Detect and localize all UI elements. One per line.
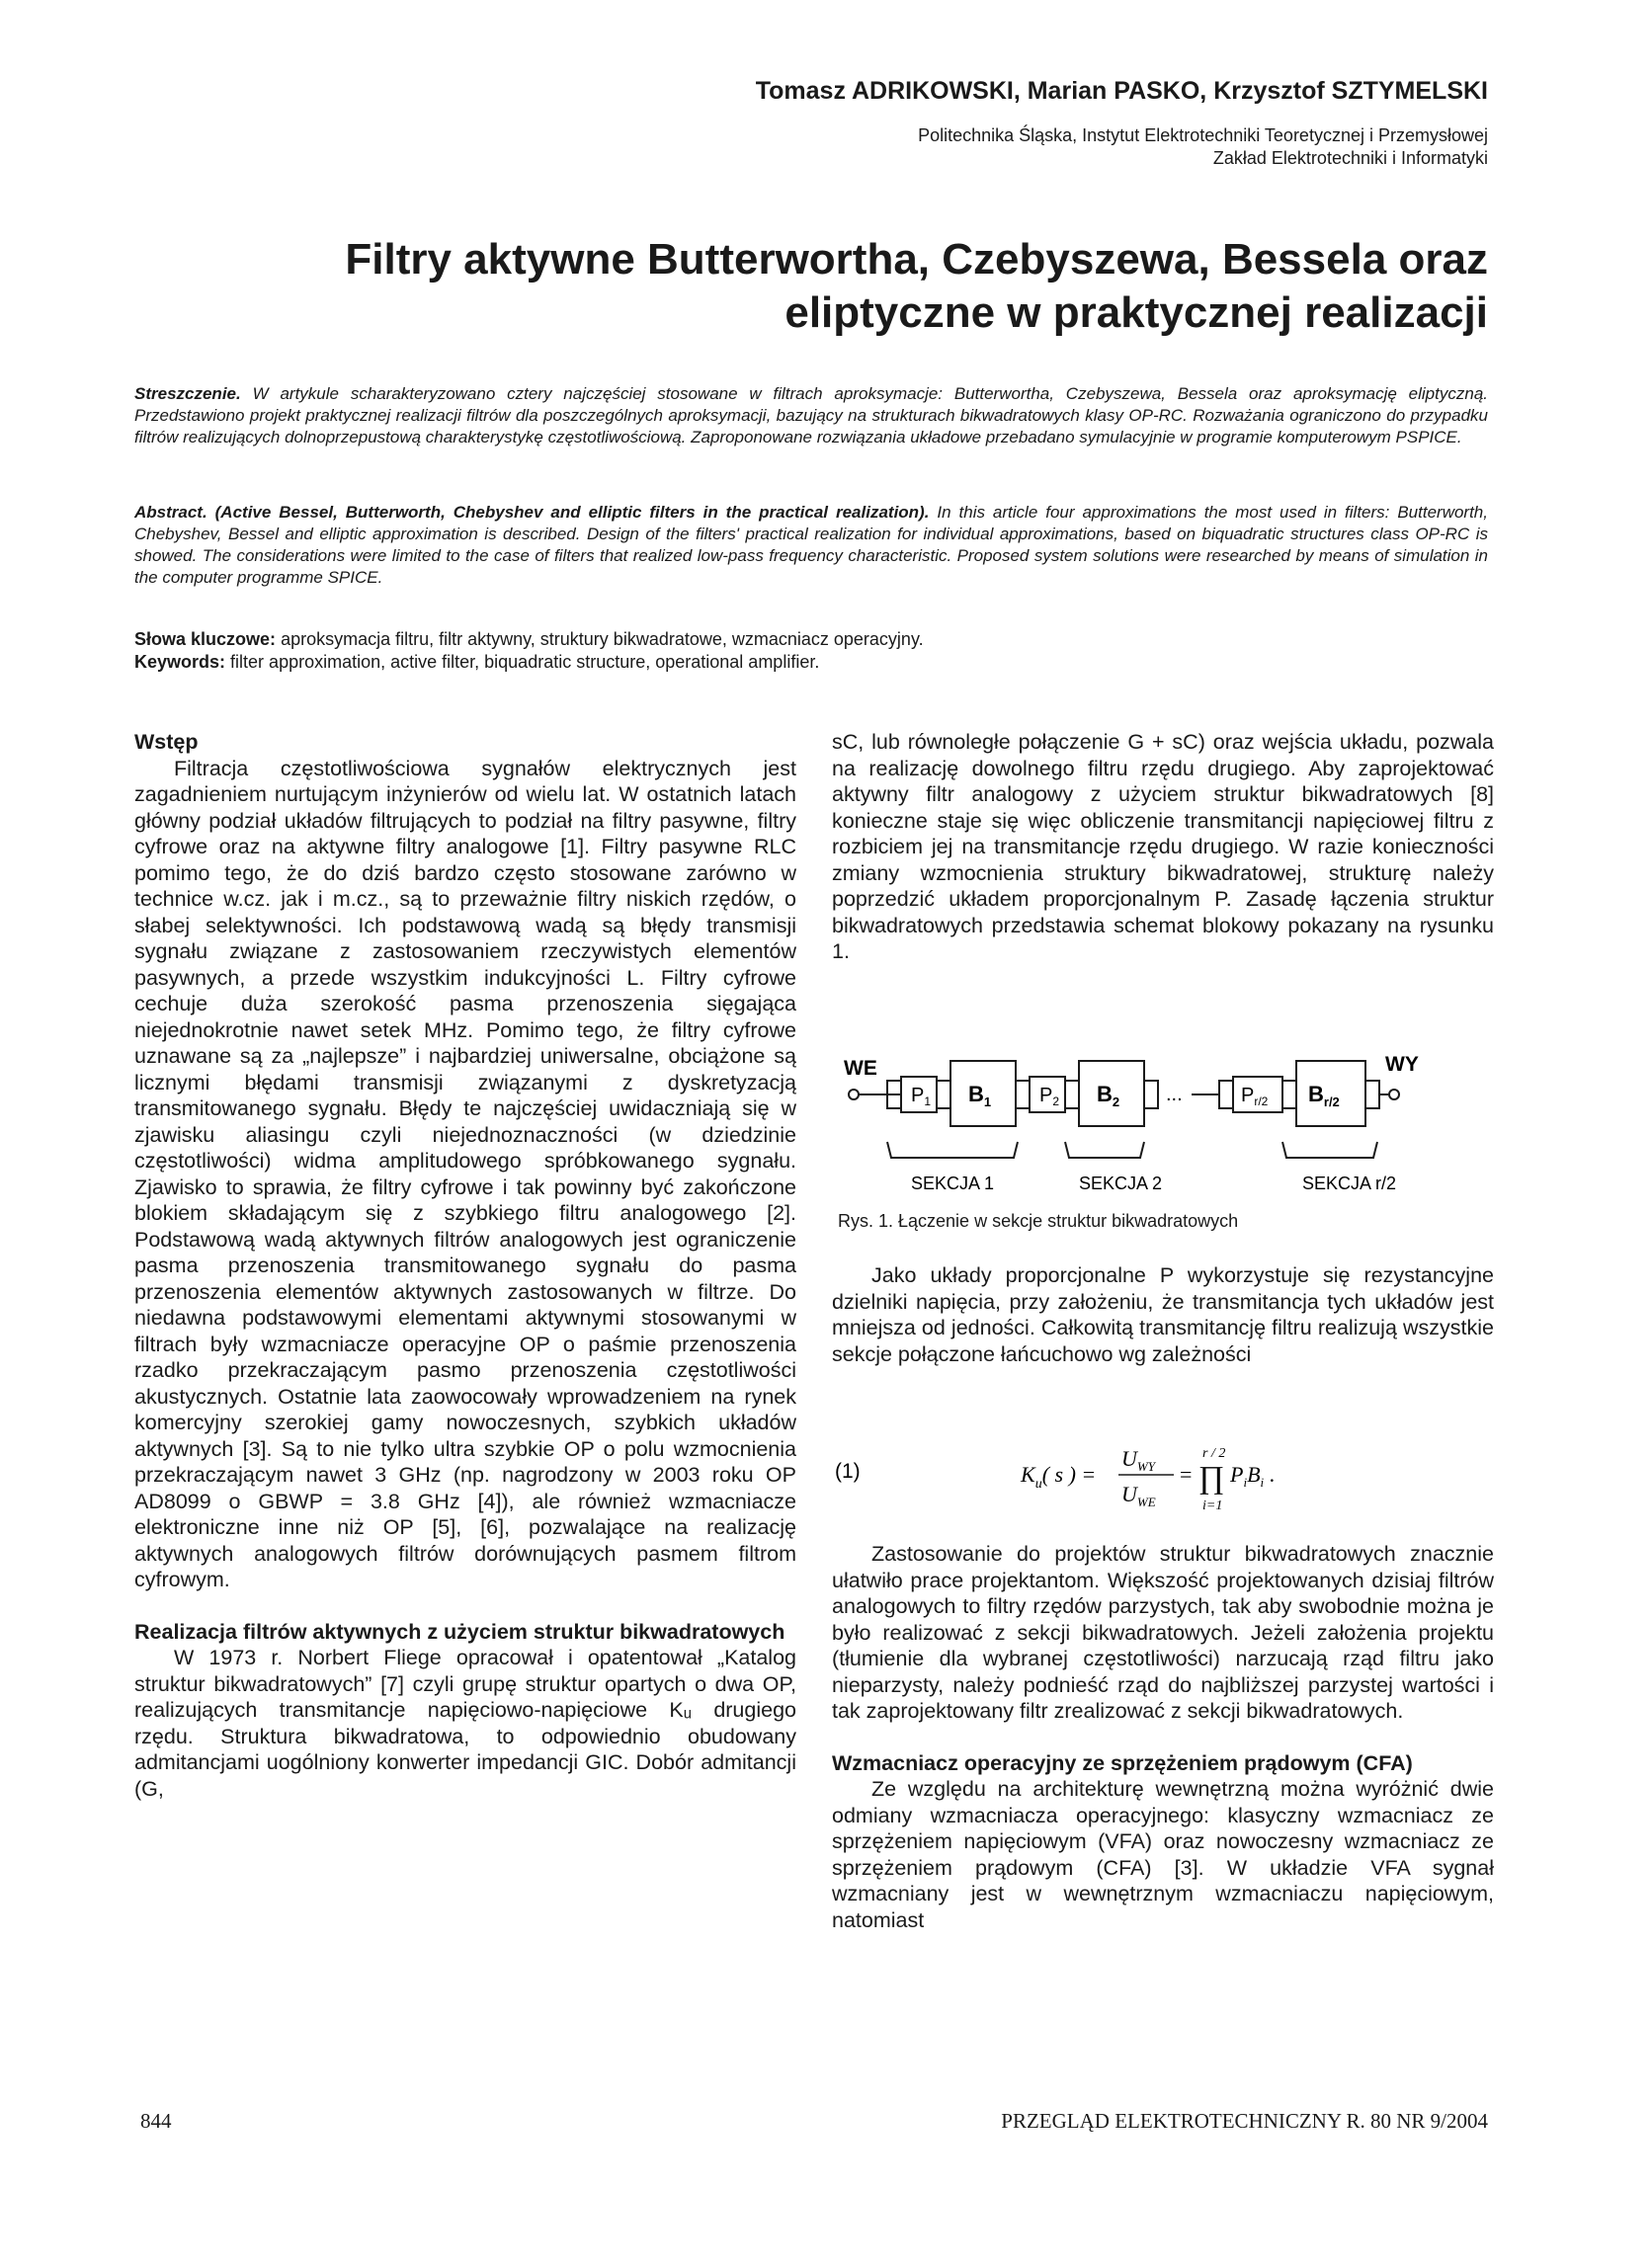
paragraph: Zastosowanie do projektów struktur bikwadratowych znacznie ułatwiło prace projektantom. Większość projektowanych dzisiaj filtrów analogowych to filtry rzędów parzystych, tak aby swobodnie można je było realizować z sekcji bikwadratowych. Jeżeli założenia projektu (tłumienie dla wybranej częstotliwości) narzucają rząd filtru jako nieparzysty, należy podnieść rząd do najbliższej parzystej wartości i tak zaprojektowany filtr zrealizować z sekcji bikwadratowych. (832, 1542, 1494, 1723)
right-column-bottom (832, 1541, 1494, 1933)
section-brace-2 (1065, 1142, 1144, 1158)
abstract-english (134, 502, 1488, 589)
product-lower-limit: i=1 (1202, 1498, 1223, 1513)
abstract-polish-text: W artykule scharakteryzowano cztery najczęściej stosowane w filtrach aproksymacje: Butterwortha, Czebyszewa, Bessela oraz aproksymację eliptyczną. Przedstawiono projekt praktycznej realizacji filtrów dla poszczególnych aproksymacji, bazujący na strukturach bikwadratowych klasy OP-RC. Rozważania ograniczono do przypadku filtrów realizujących dolnoprzepustową charakterystykę częstotliwościową. Zaproponowane rozwiązania układowe przebadano symulacyjnie w programie komputerowym PSPICE. (134, 384, 1488, 446)
abstract-english-text: In this article four approximations the most used in filters: Butterworth, Chebyshev, Bessel and elliptic approximation is described. Design of the filters' practical realization for individual approximations, based on biquadratic structures class OP-RC is showed. The considerations were limited to the case of filters that realized low-pass frequency characteristic. Proposed system solutions were researched by means of simulation in the computer programme SPICE. (134, 503, 1488, 587)
abstract-polish (134, 383, 1488, 448)
connector-bracket (1219, 1081, 1233, 1108)
block-b2-label: $B_2$ (1097, 1082, 1120, 1109)
connector-bracket (1282, 1081, 1296, 1108)
connector-bracket (937, 1081, 950, 1108)
left-column (134, 729, 796, 1802)
paragraph: Ze względu na architekturę wewnętrzną można wyróżnić dwie odmiany wzmacniacza operacyjnego: klasyczny wzmacniacz ze sprzężeniem napięciowym (VFA) oraz nowoczesny wzmacniacz ze sprzężeniem prądowym (CFA) [3]. W układzie VFA sygnał wzmacniany jest w wewnętrznym wzmacniaczu napięciowym, natomiast (832, 1777, 1494, 1932)
equation-rhs: $P_iB_i$ . (1230, 1462, 1276, 1490)
abstract-english-label: Abstract. (134, 503, 207, 522)
section-brace-1 (887, 1142, 1018, 1158)
equation-number: (1) (835, 1460, 861, 1483)
title-line-1: Filtry aktywne Butterwortha, Czebyszewa, Bessela oraz (345, 235, 1488, 284)
right-column-top (832, 729, 1494, 965)
affiliation (918, 124, 1488, 170)
section-heading-biquad: Realizacja filtrów aktywnych z użyciem struktur bikwadratowych (134, 1619, 785, 1644)
output-terminal (1389, 1090, 1399, 1099)
output-label: WY (1385, 1053, 1419, 1076)
figure-caption: Rys. 1. Łączenie w sekcje struktur bikwadratowych (838, 1211, 1239, 1231)
block-diagram-figure (840, 1047, 1492, 1205)
affiliation-line-2: Zakład Elektrotechniki i Informatyki (1212, 148, 1488, 168)
affiliation-line-1: Politechnika Śląska, Instytut Elektrotechniki Teoretycznej i Przemysłowej (918, 125, 1488, 145)
paragraph: Jako układy proporcjonalne P wykorzystuje się rezystancyjne dzielniki napięcia, przy założeniu, że transmitancja tych układów jest mniejsza od jedności. Całkowitą transmitancję filtru realizują wszystkie sekcje połączone łańcuchowo wg zależności (832, 1263, 1494, 1366)
page-number: 844 (140, 2109, 172, 2133)
equation-equals: = (1180, 1462, 1193, 1487)
equation-1 (835, 1442, 1388, 1521)
paragraph: sC, lub równoległe połączenie G + sC) oraz wejścia układu, pozwala na realizację dowolnego filtru rzędu drugiego. Aby zaprojektować aktywny filtr analogowy z użyciem struktur bikwadratowych [8] konieczne staje się więc obliczenie transmitancji napięciowej filtru z rozbiciem jej na transmitancje rzędu drugiego. W razie konieczności zmiany wzmocnienia struktury bikwadratowej, strukturę należy poprzedzić układem proporcjonalnym P. Zasadę łączenia struktur bikwadratowych przedstawia schemat blokowy pokazany na rysunku 1. (832, 730, 1494, 963)
section-heading-intro: Wstęp (134, 730, 199, 754)
abstract-polish-label: Streszczenie. (134, 384, 241, 403)
keywords-en-text: filter approximation, active filter, biquadratic structure, operational amplifier. (230, 652, 820, 672)
journal-footer: PRZEGLĄD ELEKTROTECHNICZNY R. 80 NR 9/2004 (1001, 2109, 1488, 2133)
product-upper-limit: r / 2 (1202, 1446, 1226, 1461)
section-brace-3 (1282, 1142, 1377, 1158)
authors: Tomasz ADRIKOWSKI, Marian PASKO, Krzysztof SZTYMELSKI (755, 77, 1488, 105)
block-br-label: $B_{r/2}$ (1308, 1082, 1340, 1109)
block-b1-label: $B_1$ (968, 1082, 992, 1109)
block-p1-label: $P_1$ (911, 1085, 932, 1108)
equation-numerator: $U_{WY}$ (1121, 1446, 1155, 1474)
section-label-3: SEKCJA r/2 (1302, 1174, 1397, 1193)
section-label-1: SEKCJA 1 (911, 1174, 995, 1193)
product-symbol: ∏ (1198, 1459, 1225, 1495)
keywords (134, 628, 1488, 674)
title-line-2: eliptyczne w praktycznej realizacji (784, 288, 1488, 337)
connector-bracket (1365, 1081, 1379, 1108)
paper-title (302, 233, 1488, 340)
paragraph: W 1973 r. Norbert Fliege opracował i opatentował „Katalog struktur bikwadratowych” [7] czyli grupę struktur opartych o dwa OP, realizujących transmitancje napięciowo-napięciowe Kᵤ drugiego rzędu. Struktura bikwadratowa, to odpowiednio obudowany admitancjami uogólniony konwerter impedancji GIC. Dobór admitancji (G, (134, 1646, 796, 1801)
right-column-mid (832, 1262, 1494, 1367)
connector-bracket (1065, 1081, 1079, 1108)
abstract-english-title: (Active Bessel, Butterworth, Chebyshev and elliptic filters in the practical realization). (214, 503, 930, 522)
section-label-2: SEKCJA 2 (1079, 1174, 1163, 1193)
connector-bracket (1144, 1081, 1158, 1108)
ellipsis: ... (1166, 1084, 1183, 1105)
paragraph: Filtracja częstotliwościowa sygnałów elektrycznych jest zagadnieniem nurtującym inżynierów od wielu lat. W ostatnich latach główny podział układów filtrujących to podział na filtry pasywne, filtry cyfrowe oraz na aktywne filtry analogowe [1]. Filtry pasywne RLC pomimo tego, że do dziś bardzo często stosowane zarówno w technice w.cz. jak i m.cz., są to przeważnie filtry niskich rzędów, o słabej selektywności. Ich podstawową wadą są błędy transmisji sygnału związane z zastosowaniem rzeczywistych elementów pasywnych, a przede wszystkim indukcyjności L. Filtry cyfrowe cechuje duża szerokość pasma przenoszenia sięgająca niejednokrotnie nawet setek MHz. Pomimo tego, że filtry cyfrowe uznawane są za „najlepsze” i najbardziej uniwersalne, obciążone są licznymi błędami transmisji związanymi z dyskretyzacją transmitowanego sygnału. Błędy te najczęściej uwidaczniają się w zjawisku aliasingu czyli niejednoznaczności (w dziedzinie częstotliwości) widma amplitudowego spróbkowanego sygnału. Zjawisko to sprawia, że filtry cyfrowe i tak powinny być zakończone blokiem składającym się z szybkiego filtru analogowego [2]. Podstawową wadą aktywnych filtrów analogowych jest ograniczenie pasma przenoszenia transmitowanego sygnału do pasma przenoszenia elementów aktywnych zastosowanych w filtrze. Do niedawna podstawowymi elementami aktywnymi stosowanymi w filtrach były wzmacniacze operacyjne OP o paśmie przenoszenia rzadko przekraczającym pasmo przenoszenia częstotliwości akustycznych. Ostatnie lata zaowocowały wprowadzeniem na rynek komercyjny szerokiej gamy nowoczesnych, szybkich układów aktywnych [3]. Są to nie tylko ultra szybkie OP o polu wzmocnienia przekraczającym nawet 3 GHz (np. nagrodzony w 2003 roku OP AD8099 o GBWP = 3.8 GHz [4]), ale również wzmacniacze elektroniczne inne niż OP [5], [6], pozwalające na realizację aktywnych analogowych filtrów dorównujących pasmem filtrom cyfrowym. (134, 756, 796, 1591)
keywords-en-label: Keywords: (134, 652, 226, 672)
input-terminal (849, 1090, 859, 1099)
block-p2-label: $P_2$ (1039, 1085, 1060, 1108)
input-label: WE (844, 1057, 877, 1080)
keywords-pl-label: Słowa kluczowe: (134, 629, 277, 649)
block-pr-label: $P_{r/2}$ (1241, 1085, 1269, 1108)
section-heading-cfa: Wzmacniacz operacyjny ze sprzężeniem prądowym (CFA) (832, 1750, 1413, 1775)
connector-bracket (1016, 1081, 1030, 1108)
equation-lhs: $K_u$( s ) = (1021, 1462, 1097, 1492)
keywords-pl-text: aproksymacja filtru, filtr aktywny, struktury bikwadratowe, wzmacniacz operacyjny. (281, 629, 924, 649)
equation-denominator: $U_{WE}$ (1121, 1482, 1156, 1509)
block-br (1296, 1061, 1365, 1126)
